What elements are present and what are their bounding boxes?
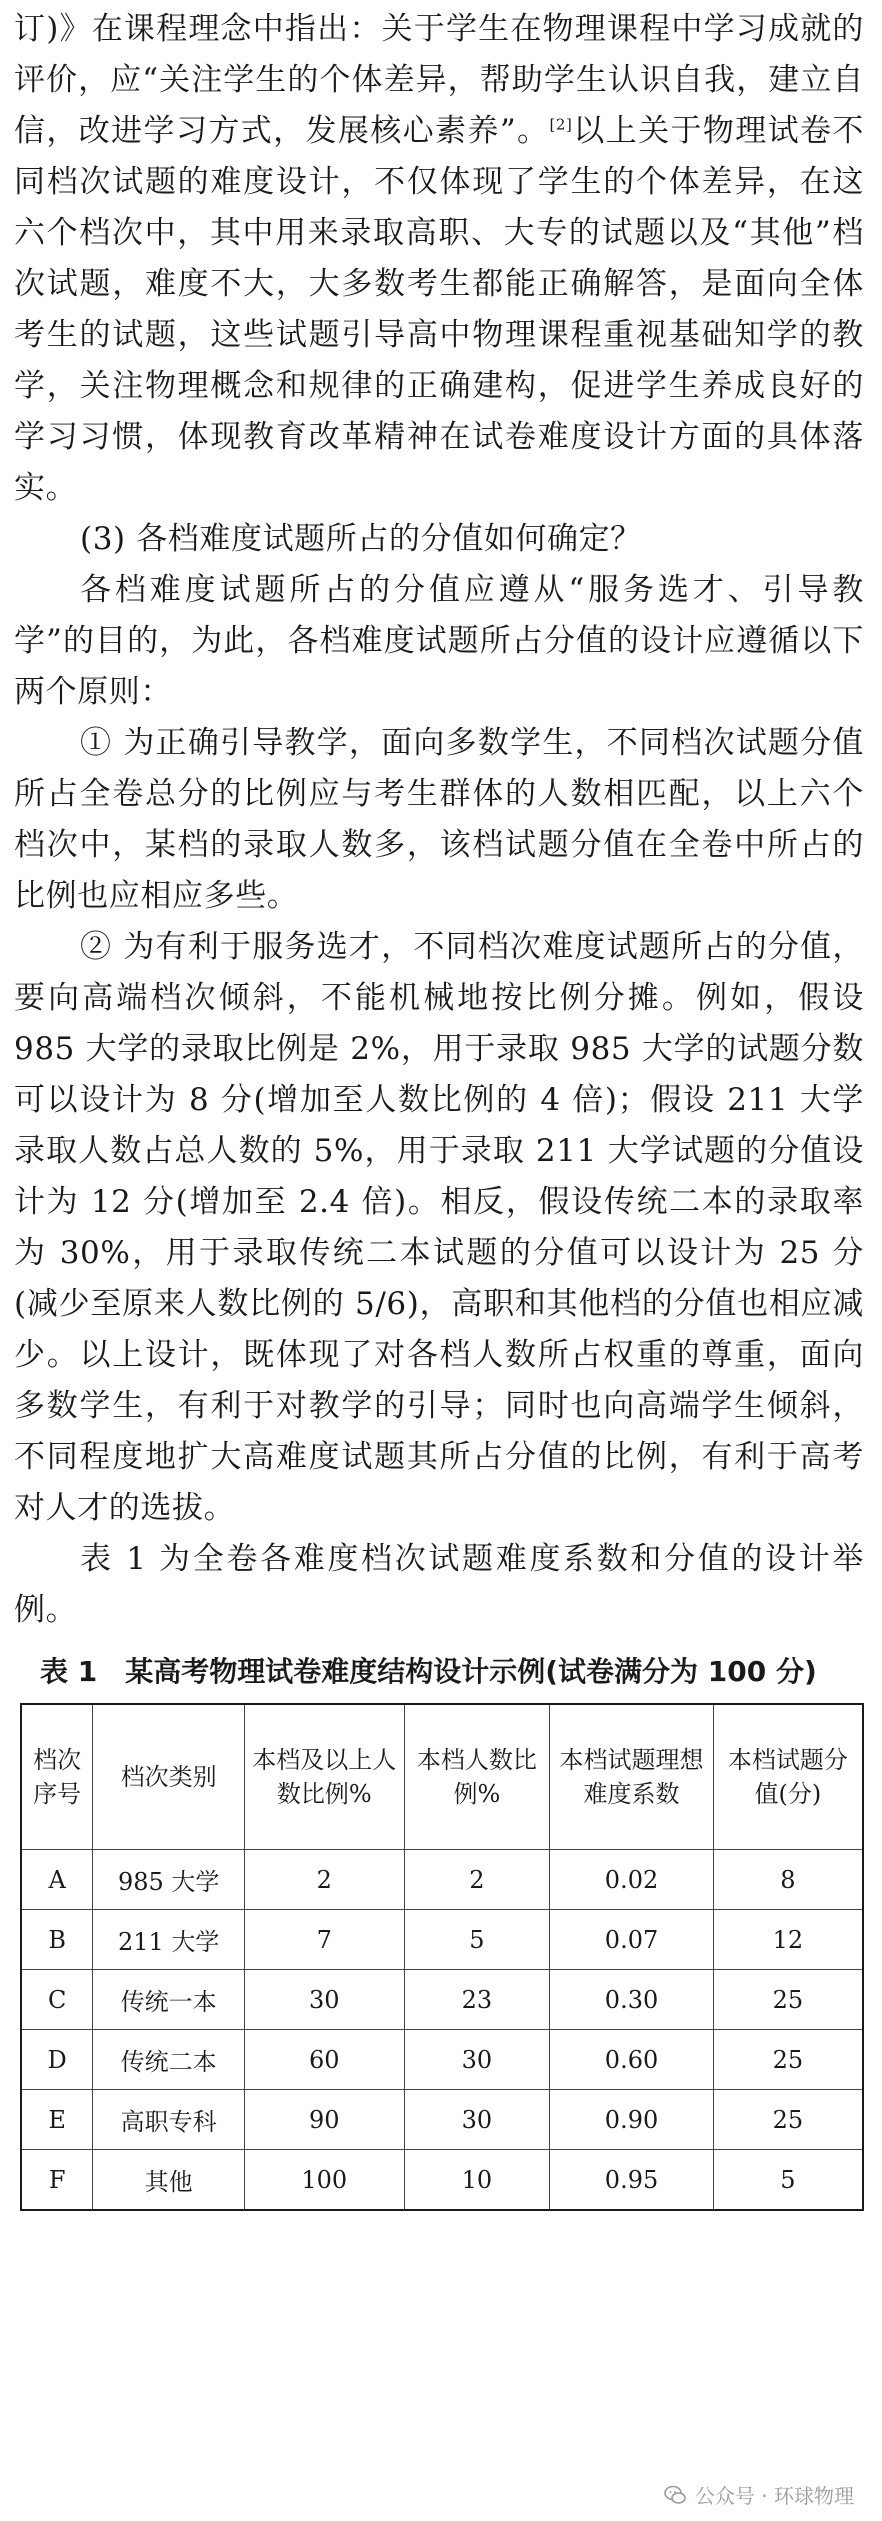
header-cumulative-ratio: 本档及以上人数比例% <box>244 1704 404 1850</box>
wechat-icon <box>663 2483 687 2507</box>
table-cell: B <box>21 1910 93 1970</box>
paragraph-text: 以上关于物理试卷不同档次试题的难度设计，不仅体现了学生的个体差异，在这六个档次中，其中用来录取高职、大专的试题以及“其他”档次试题，难度不大，大多数考生都能正确解答，是面向全体考生的试题，这些试题引导高中物理课程重视基础知学的教学，关注物理概念和规律的正确建构，促进学生养成良好的学习习惯，体现教育改革精神在试卷难度设计方面的具体落实。 <box>14 113 865 506</box>
table-cell: 90 <box>244 2090 404 2150</box>
table-cell: 30 <box>404 2030 550 2090</box>
table-cell: 5 <box>404 1910 550 1970</box>
table-cell: 8 <box>713 1850 863 1910</box>
table-row <box>21 1970 863 2030</box>
table-caption <box>16 1648 864 1695</box>
table-number: 表 1 <box>40 1655 98 1688</box>
header-score: 本档试题分值(分) <box>713 1704 863 1850</box>
table-cell: 211 大学 <box>93 1910 245 1970</box>
table-row <box>21 2150 863 2211</box>
table-cell: 0.90 <box>550 2090 714 2150</box>
table-cell: 23 <box>404 1970 550 2030</box>
header-level-ratio: 本档人数比例% <box>404 1704 550 1850</box>
table-cell: 其他 <box>93 2150 245 2211</box>
table-cell: 25 <box>713 2090 863 2150</box>
header-level-category: 档次类别 <box>93 1704 245 1850</box>
table-cell: 7 <box>244 1910 404 1970</box>
table-title: 某高考物理试卷难度结构设计示例(试卷满分为 100 分) <box>125 1655 817 1688</box>
table-cell: E <box>21 2090 93 2150</box>
paragraph-principles-intro: 各档难度试题所占的分值应遵从“服务选才、引导教学”的目的，为此，各档难度试题所占分值的设计应遵循以下两个原则： <box>14 572 864 710</box>
table-cell: 10 <box>404 2150 550 2211</box>
table-cell: 25 <box>713 2030 863 2090</box>
table-cell: D <box>21 2030 93 2090</box>
citation-reference[interactable]: [2] <box>549 115 573 134</box>
question-heading: (3) 各档难度试题所占的分值如何确定？ <box>80 521 642 557</box>
table-cell: 985 大学 <box>93 1850 245 1910</box>
table-cell: 0.60 <box>550 2030 714 2090</box>
difficulty-table <box>20 1703 864 2211</box>
table-cell: 传统一本 <box>93 1970 245 2030</box>
table-cell: 100 <box>244 2150 404 2211</box>
table-header-row <box>21 1704 863 1850</box>
paragraph-evaluation <box>14 4 864 514</box>
table-cell: F <box>21 2150 93 2211</box>
table-cell: 2 <box>244 1850 404 1910</box>
table-cell: 60 <box>244 2030 404 2090</box>
header-difficulty-coefficient: 本档试题理想难度系数 <box>550 1704 714 1850</box>
table-cell: 传统二本 <box>93 2030 245 2090</box>
watermark-text: 公众号 · 环球物理 <box>694 2484 854 2508</box>
table-cell: 0.95 <box>550 2150 714 2211</box>
paragraph-table-intro: 表 1 为全卷各难度档次试题难度系数和分值的设计举例。 <box>14 1541 864 1628</box>
table-cell: 0.02 <box>550 1850 714 1910</box>
watermark <box>663 2480 854 2509</box>
table-row <box>21 2030 863 2090</box>
table-cell: 12 <box>713 1910 863 1970</box>
table-container <box>20 1703 864 2211</box>
table-cell: 0.07 <box>550 1910 714 1970</box>
table-cell: 高职专科 <box>93 2090 245 2150</box>
table-row <box>21 1850 863 1910</box>
table-row <box>21 2090 863 2150</box>
table-cell: A <box>21 1850 93 1910</box>
table-cell: 25 <box>713 1970 863 2030</box>
header-level-no: 档次序号 <box>21 1704 93 1850</box>
table-cell: C <box>21 1970 93 2030</box>
table-cell: 2 <box>404 1850 550 1910</box>
table-cell: 5 <box>713 2150 863 2211</box>
table-cell: 30 <box>404 2090 550 2150</box>
paragraph-text: 订)》在课程理念中指出：关于学生在物理课程中学习成就的评价，应“关注学生的个体差异，帮助学生认识自我，建立自信，改进学习方式，发展核心素养”。 <box>14 11 864 149</box>
table-row <box>21 1910 863 1970</box>
table-cell: 0.30 <box>550 1970 714 2030</box>
paragraph-principle-2: ② 为有利于服务选才，不同档次难度试题所占的分值，要向高端档次倾斜，不能机械地按比例分摊。例如，假设 985 大学的录取比例是 2%，用于录取 985 大学的试题分数可以设计为 8 分(增加至人数比例的 4 倍)；假设 211 大学录取人数占总人数的 5%，用于录取 211 大学试题的分值设计为 12 分(增加至 2.4 倍)。相反，假设传统二本的录取率为 30%，用于录取传统二本试题的分值可以设计为 25 分(减少至原来人数比例的 5/6)，高职和其他档的分值也相应减少。以上设计，既体现了对各档人数所占权重的尊重，面向多数学生，有利于对教学的引导；同时也向高端学生倾斜，不同程度地扩大高难度试题其所占分值的比例，有利于高考对人才的选拔。 <box>14 929 864 1526</box>
table-cell: 30 <box>244 1970 404 2030</box>
paragraph-principle-1: ① 为正确引导教学，面向多数学生，不同档次试题分值所占全卷总分的比例应与考生群体的人数相匹配，以上六个档次中，某档的录取人数多，该档试题分值在全卷中所占的比例也应相应多些。 <box>14 725 864 914</box>
